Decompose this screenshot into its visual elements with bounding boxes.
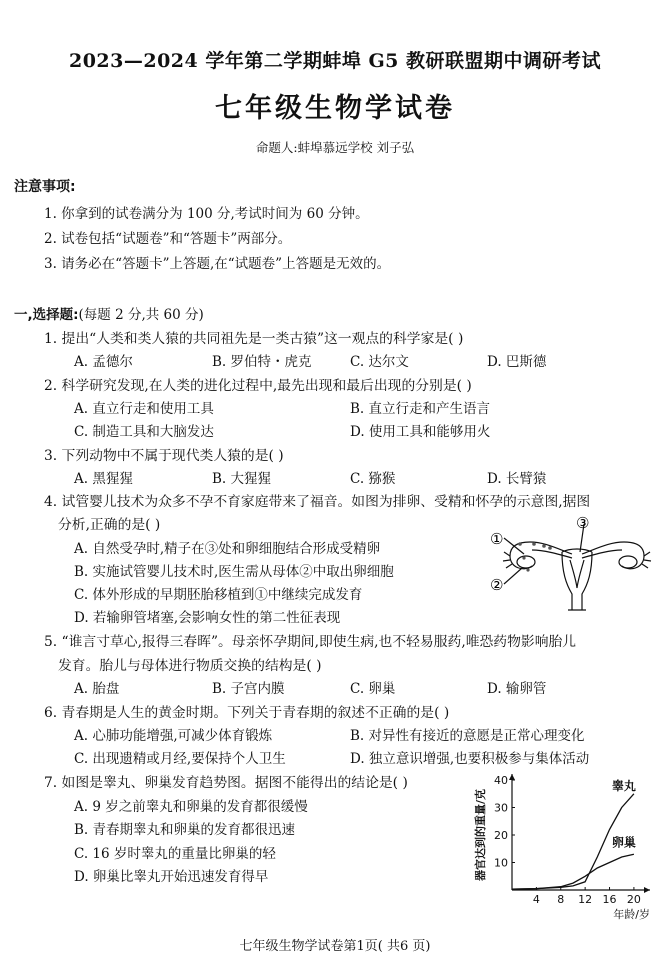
uterus-diagram bbox=[484, 514, 660, 622]
question-4-option-c[interactable]: C. 体外形成的早期胚胎移植到①中继续完成发育 bbox=[74, 587, 363, 603]
page-footer: 七年级生物学试卷第1页( 共6 页) bbox=[239, 939, 431, 954]
section-heading bbox=[14, 303, 204, 323]
question-1-option-d[interactable]: D. 巴斯德 bbox=[487, 354, 547, 370]
left-ovary bbox=[517, 556, 535, 568]
figure-label-1: ① bbox=[490, 530, 504, 548]
note-item: 2. 试卷包括“试题卷”和“答题卡”两部分。 bbox=[44, 231, 292, 247]
question-4-option-b[interactable]: B. 实施试管婴儿技术时,医生需从母体②中取出卵细胞 bbox=[74, 564, 394, 580]
testis-series-label: 睾丸 bbox=[611, 778, 636, 793]
question-2-option-a[interactable]: A. 直立行走和使用工具 bbox=[74, 401, 214, 417]
x-tick-label: 12 bbox=[578, 893, 593, 906]
y-axis-label: 器官达到的重量/克 bbox=[474, 788, 487, 882]
question-4-option-a[interactable]: A. 自然受孕时,精子在③处和卵细胞结合形成受精卵 bbox=[74, 541, 381, 557]
note-item: 1. 你拿到的试卷满分为 100 分,考试时间为 60 分钟。 bbox=[44, 206, 369, 222]
question-5-stem-line-2: 发育。胎儿与母体进行物质交换的结构是( ) bbox=[58, 658, 322, 674]
question-5-stem-line-1: 5. “谁言寸草心,报得三春晖”。母亲怀孕期间,即使生病,也不轻易服药,唯恐药物影响胎儿 bbox=[44, 634, 577, 650]
x-axis-label: 年龄/岁 bbox=[613, 908, 650, 921]
question-1-option-a[interactable]: A. 孟德尔 bbox=[74, 354, 133, 370]
question-4-stem-line-2: 分析,正确的是( ) bbox=[58, 517, 161, 533]
question-1-stem: 1. 提出“人类和类人猿的共同祖先是一类古猿”这一观点的科学家是( ) bbox=[44, 331, 464, 347]
question-7-option-a[interactable]: A. 9 岁之前睾丸和卵巢的发育都很缓慢 bbox=[74, 799, 308, 815]
question-6-stem: 6. 青春期是人生的黄金时期。下列关于青春期的叙述不正确的是( ) bbox=[44, 705, 450, 721]
y-axis-arrow bbox=[509, 774, 515, 780]
exam-title: 2023—2024 学年第二学期蚌埠 G5 教研联盟期中调研考试 bbox=[68, 50, 602, 72]
y-tick-label: 30 bbox=[494, 801, 508, 815]
question-6-option-c[interactable]: C. 出现遗精或月经,要保持个人卫生 bbox=[74, 751, 286, 767]
figure-label-2: ② bbox=[490, 576, 504, 594]
ovary-series-label: 卵巢 bbox=[611, 835, 636, 850]
question-6-option-a[interactable]: A. 心肺功能增强,可减少体育锻炼 bbox=[74, 728, 273, 744]
y-tick-label: 40 bbox=[494, 774, 508, 787]
question-7-stem: 7. 如图是睾丸、卵巢发育趋势图。据图不能得出的结论是( ) bbox=[44, 775, 408, 791]
question-5-option-a[interactable]: A. 胎盘 bbox=[74, 681, 120, 697]
question-5-option-c[interactable]: C. 卵巢 bbox=[350, 681, 396, 697]
question-5-option-b[interactable]: B. 子宫内膜 bbox=[212, 681, 285, 697]
question-6-option-d[interactable]: D. 独立意识增强,也要积极参与集体活动 bbox=[350, 751, 590, 767]
section-title: 一,选择题: bbox=[14, 307, 79, 323]
paper-title: 七年级生物学试卷 bbox=[215, 93, 455, 124]
x-tick-label: 8 bbox=[557, 893, 565, 906]
uterus bbox=[562, 552, 592, 610]
x-axis-arrow bbox=[644, 887, 650, 893]
question-4-option-d[interactable]: D. 若输卵管堵塞,会影响女性的第二性征表现 bbox=[74, 610, 341, 626]
question-1-option-b[interactable]: B. 罗伯特・虎克 bbox=[212, 354, 312, 370]
question-3-stem: 3. 下列动物中不属于现代类人猿的是( ) bbox=[44, 448, 284, 464]
question-2-option-c[interactable]: C. 制造工具和大脑发达 bbox=[74, 424, 214, 440]
question-3-option-c[interactable]: C. 猕猴 bbox=[350, 471, 396, 487]
question-2-stem: 2. 科学研究发现,在人类的进化过程中,最先出现和最后出现的分别是( ) bbox=[44, 378, 472, 394]
question-3-option-b[interactable]: B. 大猩猩 bbox=[212, 471, 272, 487]
y-tick-label: 10 bbox=[494, 856, 508, 870]
question-5-option-d[interactable]: D. 输卵管 bbox=[487, 681, 547, 697]
right-ovary bbox=[619, 556, 637, 568]
question-3-option-a[interactable]: A. 黑猩猩 bbox=[74, 471, 133, 487]
question-4-stem-line-1: 4. 试管婴儿技术为众多不孕不育家庭带来了福音。如图为排卵、受精和怀孕的示意图,据图 bbox=[44, 494, 591, 510]
figure-label-3: ③ bbox=[576, 514, 590, 532]
question-7-option-b[interactable]: B. 青春期睾丸和卵巢的发育都很迅速 bbox=[74, 822, 296, 838]
note-item: 3. 请务必在“答题卡”上答题,在“试题卷”上答题是无效的。 bbox=[44, 256, 391, 272]
question-7-option-c[interactable]: C. 16 岁时睾丸的重量比卵巢的轻 bbox=[74, 846, 276, 862]
author-line: 命题人:蚌埠慕远学校 刘子弘 bbox=[255, 140, 415, 155]
x-tick-label: 16 bbox=[602, 893, 617, 906]
question-1-option-c[interactable]: C. 达尔文 bbox=[350, 354, 409, 370]
question-6-option-b[interactable]: B. 对异性有接近的意愿是正常心理变化 bbox=[350, 728, 585, 744]
question-2-option-b[interactable]: B. 直立行走和产生语言 bbox=[350, 401, 491, 417]
x-tick-label: 20 bbox=[626, 893, 641, 906]
y-tick-label: 20 bbox=[494, 829, 508, 842]
question-7-option-d[interactable]: D. 卵巢比睾丸开始迅速发育得早 bbox=[74, 869, 269, 885]
question-2-option-d[interactable]: D. 使用工具和能够用火 bbox=[350, 424, 491, 440]
question-3-option-d[interactable]: D. 长臂猿 bbox=[487, 471, 547, 487]
section-info: (每题 2 分,共 60 分) bbox=[78, 307, 204, 323]
organ-growth-chart bbox=[470, 770, 660, 922]
ovary-series-line bbox=[512, 854, 634, 889]
notes-heading: 注意事项: bbox=[14, 179, 76, 195]
x-tick-label: 4 bbox=[532, 893, 540, 906]
